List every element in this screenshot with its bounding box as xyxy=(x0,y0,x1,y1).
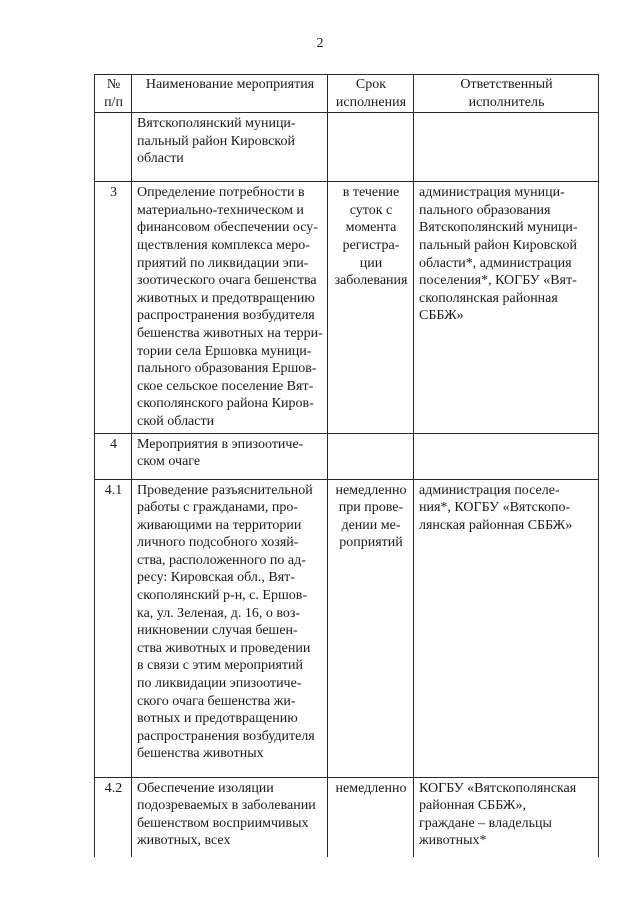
name-line: материально-техническом и xyxy=(137,202,304,218)
responsible-line: СББЖ» xyxy=(419,308,464,324)
name-line: подозреваемых в заболевании xyxy=(137,798,316,814)
name-line: никновении случая бешен- xyxy=(137,623,298,639)
header-line: исполнитель xyxy=(468,94,545,110)
term-line: заболевания xyxy=(334,273,408,289)
name-line: Определение потребности в xyxy=(137,185,305,201)
cell-name xyxy=(132,433,328,479)
term-line: роприятий xyxy=(339,535,403,551)
header-responsible xyxy=(414,75,599,113)
cell-name xyxy=(132,777,328,857)
header-line: исполнения xyxy=(335,94,407,110)
cell-term xyxy=(328,182,414,433)
cell-name xyxy=(132,182,328,433)
cell-name xyxy=(132,113,328,182)
term-line: ции xyxy=(359,255,383,271)
responsible-line: области*, администрация xyxy=(419,255,572,271)
name-line: бешенства животных на терри- xyxy=(137,325,323,341)
name-line: Мероприятия в эпизоотиче- xyxy=(137,436,304,452)
term-line: немедленно xyxy=(335,780,407,796)
name-line: скополянский р-н, с. Ершов- xyxy=(137,588,308,604)
name-line: личного подсобного хозяй- xyxy=(137,535,299,551)
header-line: Наименование мероприятия xyxy=(145,77,315,92)
cell-number xyxy=(95,777,132,857)
name-line: скополянского района Киров- xyxy=(137,396,314,412)
table-row xyxy=(95,113,599,182)
responsible-line: Вятскополянский муници- xyxy=(419,220,578,236)
cell-responsible xyxy=(414,777,599,857)
term-line: немедленно xyxy=(335,482,407,498)
responsible-line: районная СББЖ», xyxy=(419,798,526,814)
header-line: № xyxy=(106,77,121,92)
responsible-line: администрация муници- xyxy=(419,185,565,201)
item-number: 4.1 xyxy=(104,482,123,498)
cell-number xyxy=(95,113,132,182)
name-line: ской области xyxy=(137,413,215,429)
name-line: живающими на территории xyxy=(137,517,302,533)
responsible-line: ния*, КОГБУ «Вятскопо- xyxy=(419,500,571,516)
name-line: приятий по ликвидации эпи- xyxy=(137,255,309,271)
name-line: ства, расположенного по ад- xyxy=(137,552,306,568)
name-line: ского очага бешенства жи- xyxy=(137,693,296,709)
cell-term xyxy=(328,479,414,777)
responsible-line: поселения*, КОГБУ «Вят- xyxy=(419,273,577,289)
responsible-line: животных* xyxy=(419,833,487,849)
cell-term xyxy=(328,777,414,857)
header-line: Срок xyxy=(355,77,387,92)
name-line: работы с гражданами, про- xyxy=(137,500,299,516)
name-line: распространения возбудителя xyxy=(137,308,315,324)
name-line: области xyxy=(137,151,184,167)
cell-number xyxy=(95,433,132,479)
responsible-line: пальный район Кировской xyxy=(419,237,577,253)
name-line: ском очаге xyxy=(137,454,201,470)
name-line: животных и предотвращению xyxy=(137,290,315,306)
term-line: при прове- xyxy=(338,500,404,516)
table-row xyxy=(95,182,599,433)
term-line: дении ме- xyxy=(341,517,401,533)
name-line: бешенства животных xyxy=(137,746,264,762)
name-line: Проведение разъяснительной xyxy=(137,482,313,498)
term-line: суток с xyxy=(349,202,393,218)
name-line: пальный район Кировской xyxy=(137,133,295,149)
cell-number xyxy=(95,479,132,777)
table-row xyxy=(95,777,599,857)
item-number: 4 xyxy=(110,436,117,452)
header-line: Ответственный xyxy=(460,77,553,92)
cell-term xyxy=(328,113,414,182)
name-line: ское сельское поселение Вят- xyxy=(137,378,314,394)
term-line: в течение xyxy=(342,185,400,201)
name-line: в связи с этим мероприятий xyxy=(137,658,304,674)
name-line: по ликвидации эпизоотиче- xyxy=(137,676,302,692)
name-line: бешенством восприимчивых xyxy=(137,815,309,831)
cell-responsible xyxy=(414,113,599,182)
responsible-line: администрация поселе- xyxy=(419,482,560,498)
responsible-line: КОГБУ «Вятскополянская xyxy=(419,780,577,796)
responsible-line: граждане – владельцы xyxy=(419,815,552,831)
name-line: ществления комплекса меро- xyxy=(137,237,310,253)
name-line: ресу: Кировская обл., Вят- xyxy=(137,570,295,586)
cell-term xyxy=(328,433,414,479)
measures-table xyxy=(94,74,599,857)
name-line: распространения возбудителя xyxy=(137,728,315,744)
cell-responsible xyxy=(414,479,599,777)
name-line: пального образования Ершов- xyxy=(137,361,317,377)
header-term xyxy=(328,75,414,113)
cell-number xyxy=(95,182,132,433)
name-line: Вятскополянский муници- xyxy=(137,116,296,132)
name-line: вотных и предотвращению xyxy=(137,711,298,727)
page-number: 2 xyxy=(316,36,324,51)
responsible-line: пального образования xyxy=(419,202,551,218)
name-line: ства животных и проведении xyxy=(137,640,311,656)
table-row xyxy=(95,479,599,777)
cell-responsible xyxy=(414,182,599,433)
item-number: 3 xyxy=(110,185,117,201)
table-row xyxy=(95,433,599,479)
name-line: животных, всех xyxy=(137,833,231,849)
name-line: зоотического очага бешенства xyxy=(137,273,317,289)
header-name xyxy=(132,75,328,113)
term-line: регистра- xyxy=(342,237,400,253)
responsible-line: лянская районная СББЖ» xyxy=(419,517,573,533)
header-number xyxy=(95,75,132,113)
cell-responsible xyxy=(414,433,599,479)
name-line: финансовом обеспечении осу- xyxy=(137,220,318,236)
header-line: п/п xyxy=(104,94,123,110)
cell-name xyxy=(132,479,328,777)
table-header-row xyxy=(95,75,599,113)
item-number: 4.2 xyxy=(104,780,123,796)
responsible-line: скополянская районная xyxy=(419,290,558,306)
name-line: ка, ул. Зеленая, д. 16, о воз- xyxy=(137,605,301,621)
term-line: момента xyxy=(345,220,397,236)
name-line: тории села Ершовка муници- xyxy=(137,343,312,359)
name-line: Обеспечение изоляции xyxy=(137,780,274,796)
